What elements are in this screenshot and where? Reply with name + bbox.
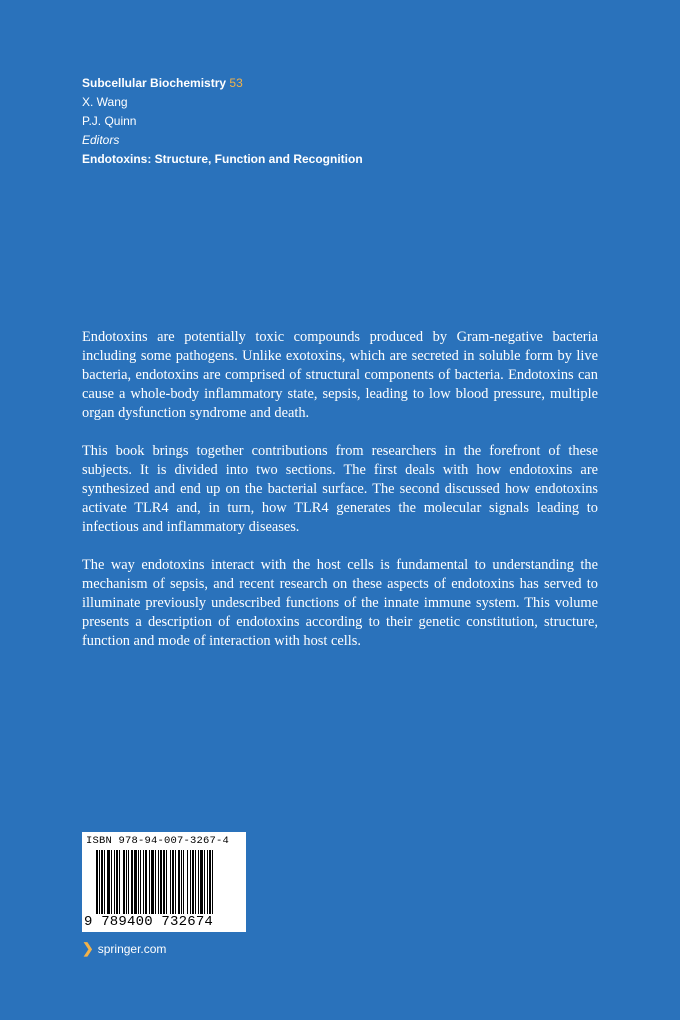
editor-name: P.J. Quinn [82,114,137,128]
editor-name: X. Wang [82,95,128,109]
blurb-paragraph: This book brings together contributions from researchers in the forefront of these subjects. It is divided into two sections. The first deals with how endotoxins are synthesized and end up on the bacterial surface. The second discussed how endotoxins activate TLR4 and, in turn, how TLR4 generates the molecular signals leading to infectious and inflammatory diseases. [82,443,598,535]
series-line [82,74,363,93]
blurb-paragraph: Endotoxins are potentially toxic compounds produced by Gram-negative bacteria including some pathogens. Unlike exotoxins, which are secreted in soluble form by live bacteria, endotoxins are comprised of structural components of bacteria. Endotoxins can cause a whole-body inflammatory state, sepsis, leading to low blood pressure, multiple organ dysfunction syndrome and death. [82,329,598,421]
editors-label: Editors [82,133,120,147]
barcode-digits: 9 789400 732674 [84,914,214,930]
series-title: Subcellular Biochemistry [82,76,227,90]
cover-header [82,74,363,169]
volume-number: 53 [229,76,243,90]
isbn-label: ISBN 978-94-007-3267-4 [86,835,230,847]
publisher-website: springer.com [97,941,167,956]
isbn-barcode [82,832,246,932]
blurb [82,328,598,670]
book-title: Endotoxins: Structure, Function and Recognition [82,152,363,166]
publisher-link[interactable] [82,940,166,957]
barcode-bars [96,850,238,914]
chevron-right-icon: ❯ [82,940,94,956]
blurb-paragraph: The way endotoxins interact with the host cells is fundamental to understanding the mechanism of sepsis, and recent research on these aspects of endotoxins has served to illuminate previously undescribed functions of the innate immune system. This volume presents a description of endotoxins according to their genetic constitution, structure, function and mode of interaction with host cells. [82,557,598,649]
